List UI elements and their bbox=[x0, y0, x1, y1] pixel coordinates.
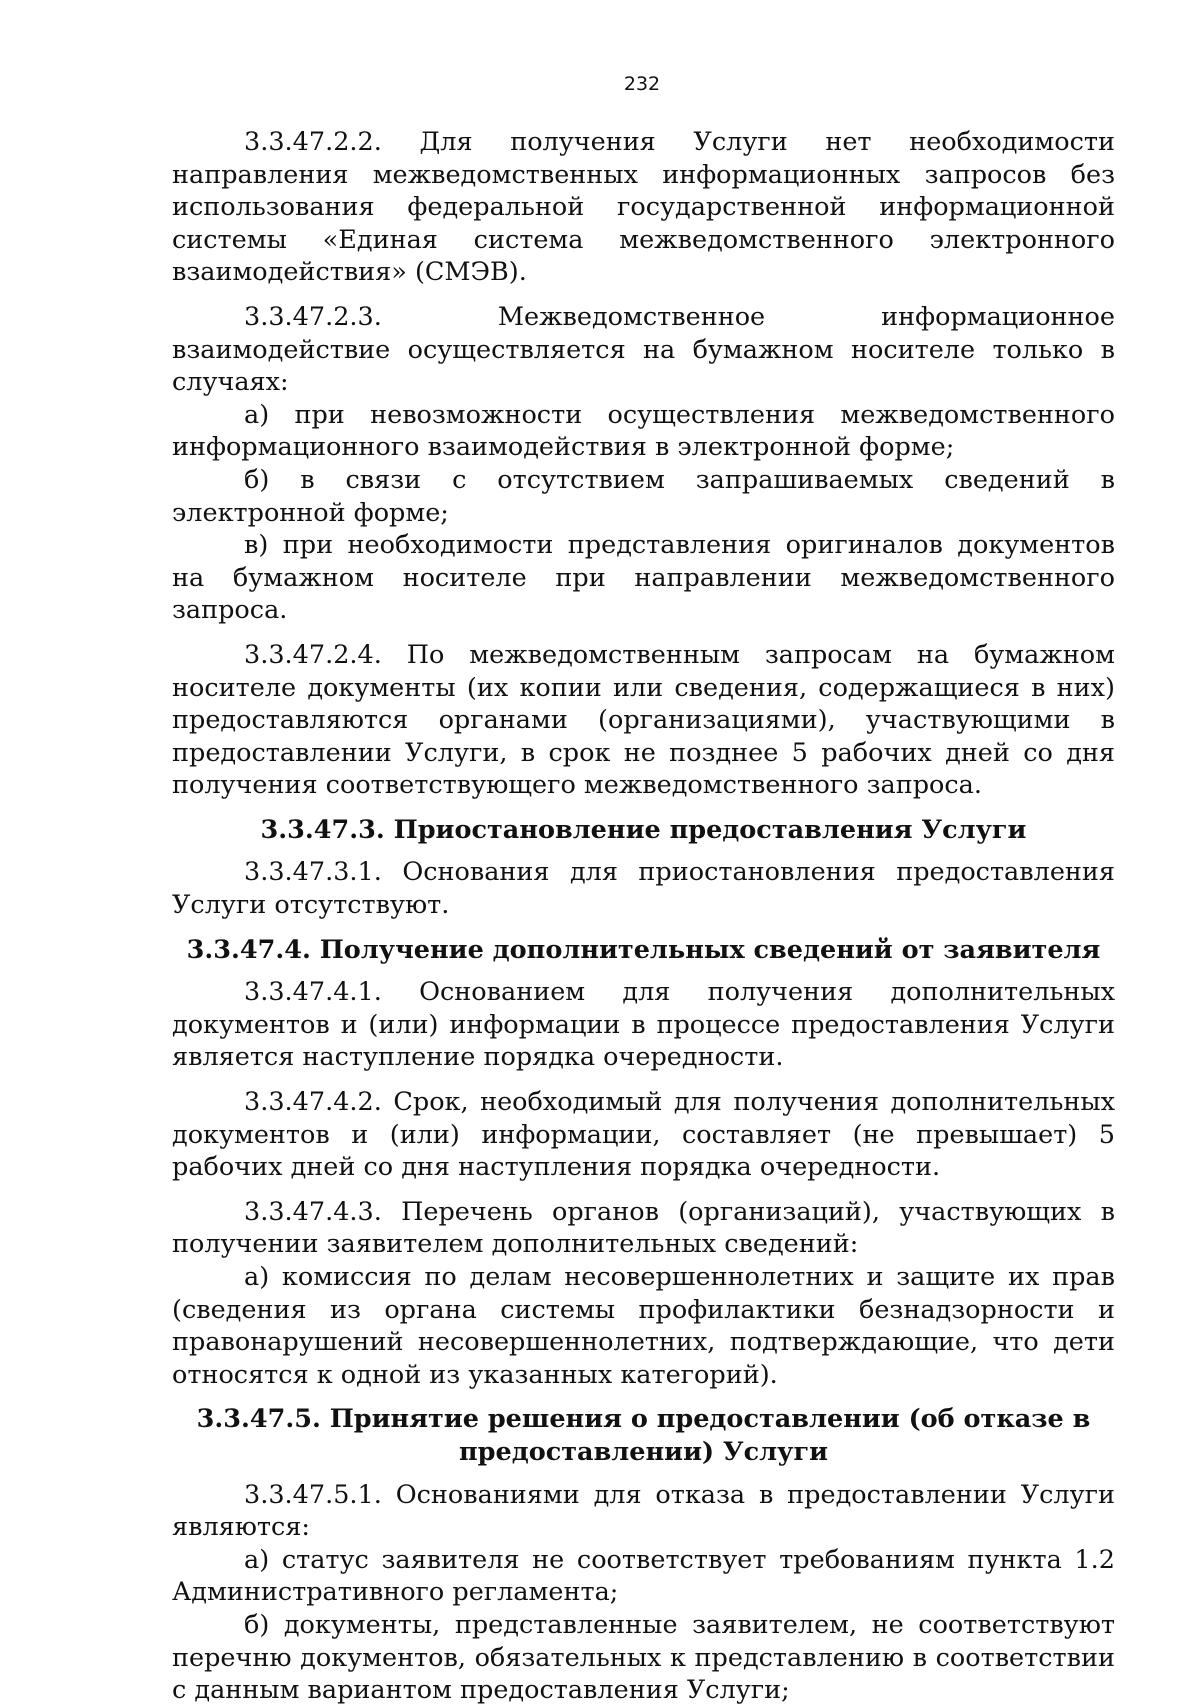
list-item-b: б) в связи с отсутствием запрашиваемых сведений в электронной форме; bbox=[172, 464, 1115, 528]
section-heading-line-1: 3.3.47.5. Принятие решения о предоставлении (об отказе в bbox=[196, 1404, 1091, 1435]
paragraph-3-3-47-5-1: 3.3.47.5.1. Основаниями для отказа в предоставлении Услуги являются: bbox=[172, 1479, 1115, 1543]
paragraph-3-3-47-3-1: 3.3.47.3.1. Основания для приостановления предоставления Услуги отсутствуют. bbox=[172, 857, 1115, 921]
list-item-b-documents: б) документы, представленные заявителем, не соответствуют перечню документов, обязательных к представлению в соответствии с данным вариантом предоставления Услуги; bbox=[172, 1609, 1115, 1706]
paragraph-3-3-47-2-4: 3.3.47.2.4. По межведомственным запросам на бумажном носителе документы (их копии или сведения, содержащиеся в них) предоставляются органами (организациями), участвующими в предоставлении Услуги, в срок не позднее 5 рабочих дней со дня получения соответствующего межведомственного запроса. bbox=[172, 639, 1115, 801]
list-item-a: а) при невозможности осуществления межведомственного информационного взаимодействия в электронной форме; bbox=[172, 399, 1115, 463]
paragraph-3-3-47-4-2: 3.3.47.4.2. Срок, необходимый для получения дополнительных документов и (или) информации, составляет (не превышает) 5 рабочих дней со дня наступления порядка очередности. bbox=[172, 1087, 1115, 1183]
page-number: 232 bbox=[623, 73, 661, 95]
paragraph-3-3-47-4-3: 3.3.47.4.3. Перечень органов (организаций), участвующих в получении заявителем дополнительных сведений: bbox=[172, 1196, 1115, 1260]
section-heading-3-3-47-3: 3.3.47.3. Приостановление предоставления Услуги bbox=[260, 814, 1027, 845]
paragraph-3-3-47-2-2: 3.3.47.2.2. Для получения Услуги нет необходимости направления межведомственных информационных запросов без использования федеральной государственной информационной системы «Единая система межведомственного электронного взаимодействия» (СМЭВ). bbox=[172, 127, 1115, 288]
paragraph-3-3-47-2-3: 3.3.47.2.3. Межведомственное информационное взаимодействие осуществляется на бумажном носителе только в случаях: bbox=[172, 301, 1115, 398]
list-item-a-commission: а) комиссия по делам несовершеннолетних и защите их прав (сведения из органа системы профилактики безнадзорности и правонарушений несовершеннолетних, подтверждающие, что дети относятся к одной из указанных категорий). bbox=[172, 1262, 1115, 1390]
document-body bbox=[172, 126, 1115, 1707]
list-item-v: в) при необходимости представления оригиналов документов на бумажном носителе при направлении межведомственного запроса. bbox=[172, 530, 1115, 626]
paragraph-3-3-47-4-1: 3.3.47.4.1. Основанием для получения дополнительных документов и (или) информации в процессе предоставления Услуги является наступление порядка очередности. bbox=[172, 977, 1115, 1073]
section-heading-3-3-47-4: 3.3.47.4. Получение дополнительных сведений от заявителя bbox=[186, 934, 1101, 965]
section-heading-3-3-47-5 bbox=[172, 1403, 1115, 1468]
list-item-a-status: а) статус заявителя не соответствует требованиям пункта 1.2 Административного регламента; bbox=[172, 1544, 1115, 1608]
section-heading-line-2: предоставлении) Услуги bbox=[459, 1436, 828, 1467]
